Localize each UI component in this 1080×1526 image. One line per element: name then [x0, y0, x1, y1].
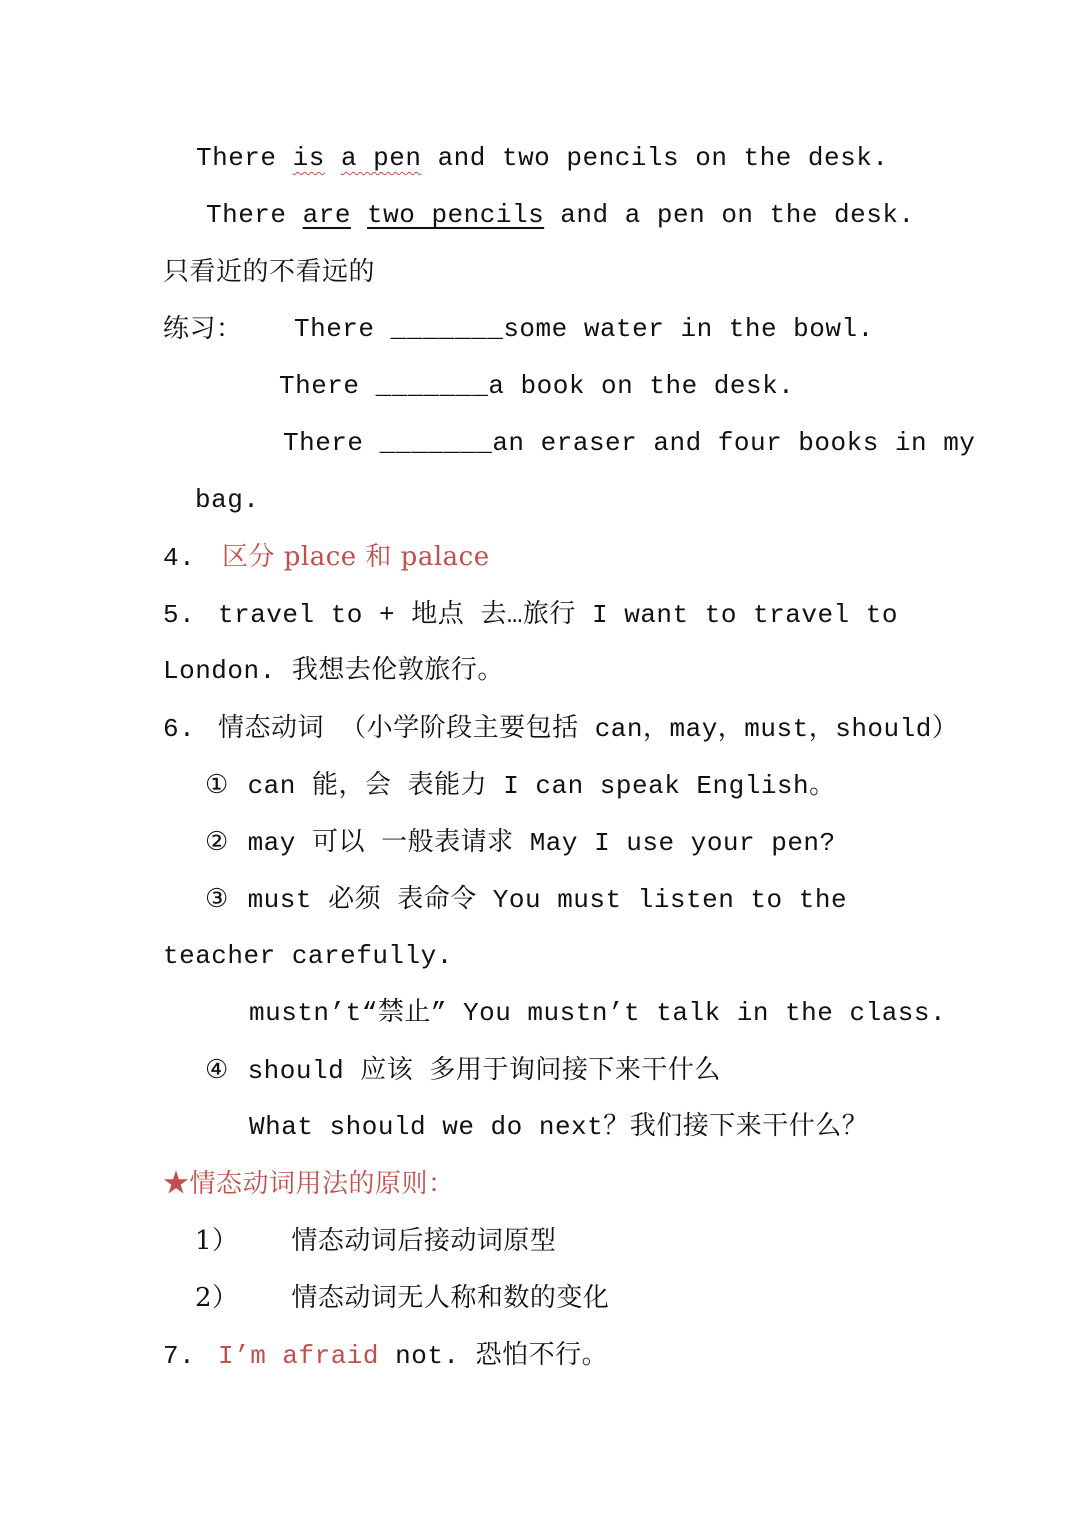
item-7-text: not. 恐怕不行。 [379, 1341, 609, 1371]
item-4-text: 区分 place 和 palace [221, 542, 490, 572]
item-6-text: 情态动词 （小学阶段主要包括 can，may，must，should） [217, 714, 959, 744]
text: There [206, 200, 303, 230]
example-sentence-1 [196, 140, 888, 176]
circled-number: ④ [205, 1055, 229, 1085]
principle-number: 1） [195, 1226, 239, 1256]
item-5-text: travel to + 地点 去…旅行 I want to travel to [217, 600, 898, 630]
text: and a pen on the desk. [544, 200, 915, 230]
practice-sentence-3: There _______an eraser and four books in my [283, 428, 976, 458]
underlined-two-pencils: two pencils [367, 200, 545, 230]
item-5 [163, 596, 898, 633]
modal-mustnt: mustn’t“禁止” You mustn’t talk in the class. [249, 998, 947, 1028]
underlined-a-pen: a pen [340, 143, 422, 173]
practice-sentence-1: There _______some water in the bowl. [294, 314, 874, 344]
item-4 [163, 539, 490, 576]
modal-must [205, 881, 847, 918]
underlined-are: are [302, 200, 351, 230]
modal-should-example: What should we do next？我们接下来干什么？ [249, 1112, 869, 1142]
modal-should [205, 1052, 721, 1089]
modal-can [205, 767, 836, 804]
item-number: 4. [163, 543, 196, 573]
underlined-is: is [292, 143, 325, 173]
practice-sentence-3-cont: bag. [195, 485, 260, 515]
item-7 [163, 1337, 608, 1374]
rule-text: 只看近的不看远的 [163, 257, 376, 287]
modal-must-cont: teacher carefully. [163, 941, 453, 971]
principle-text: 情态动词后接动词原型 [291, 1226, 557, 1256]
circled-number: ① [205, 770, 229, 800]
practice-label: 练习： [163, 314, 243, 344]
item-5-cont: London. 我想去伦敦旅行。 [163, 656, 504, 686]
modal-text: may 可以 一般表请求 May I use your pen? [247, 828, 836, 858]
item-7-red-text: I’m afraid [217, 1341, 380, 1371]
modal-text: can 能，会 表能力 I can speak English。 [247, 771, 836, 801]
circled-number: ③ [205, 884, 229, 914]
circled-number: ② [205, 827, 229, 857]
example-sentence-2 [206, 197, 915, 233]
principle-1 [195, 1223, 556, 1259]
text: There [196, 143, 293, 173]
text [351, 200, 367, 230]
item-number: 7. [163, 1341, 196, 1371]
principle-text: 情态动词无人称和数的变化 [291, 1283, 610, 1313]
item-6 [163, 710, 958, 747]
modal-may [205, 824, 836, 861]
modal-text: must 必须 表命令 You must listen to the [247, 885, 848, 915]
text [325, 143, 341, 173]
item-number: 6. [163, 714, 196, 744]
principles-title: ★情态动词用法的原则： [163, 1169, 455, 1199]
item-number: 5. [163, 600, 196, 630]
principle-2 [195, 1280, 609, 1316]
modal-text: should 应该 多用于询问接下来干什么 [247, 1056, 721, 1086]
practice-sentence-2: There _______a book on the desk. [279, 371, 795, 401]
text: and two pencils on the desk. [421, 143, 889, 173]
principle-number: 2） [195, 1283, 239, 1313]
